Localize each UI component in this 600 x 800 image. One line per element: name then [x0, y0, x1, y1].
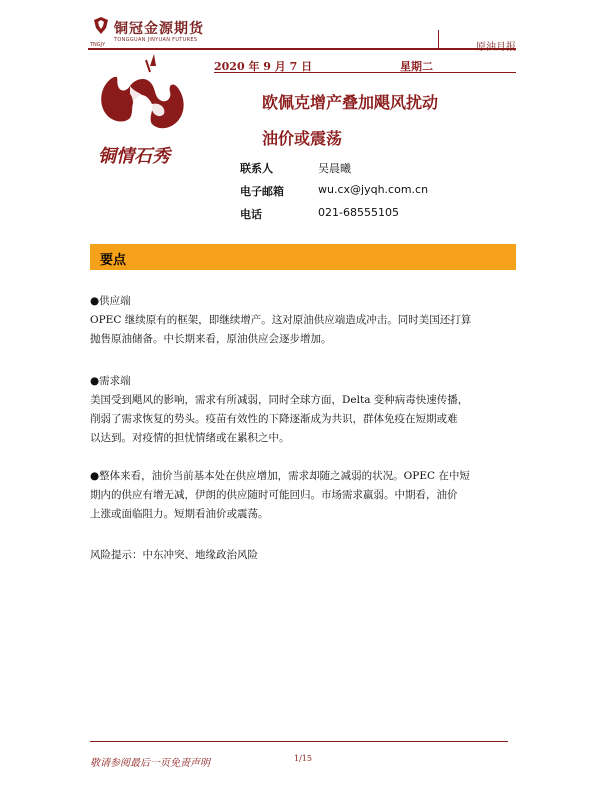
contact-phone-value: 021-68555105	[318, 206, 399, 219]
footer-disclaimer[interactable]: 敬请参阅最后一页免责声明	[90, 758, 210, 769]
footer-rule	[90, 741, 508, 742]
supply-text-line2: 抛售原油储备。中长期来看，原油供应会逐步增加。	[90, 333, 332, 345]
overall-section	[90, 467, 518, 524]
contact-email-value[interactable]: wu.cx@jyqh.com.cn	[318, 183, 429, 196]
key-points-title: 要点	[100, 253, 127, 268]
demand-text-line3: 以达到。对疫情的担忧情绪或在累积之中。	[90, 432, 290, 444]
demand-text-line1: 美国受到飓风的影响，需求有所减弱，同时全球方面，Delta 变种病毒快速传播，	[90, 394, 469, 406]
report-type: 原油月报	[476, 42, 516, 53]
key-points-bar	[90, 244, 516, 270]
overall-text-line1: ●整体来看，油价当前基本处在供应增加，需求却随之减弱的状况。OPEC 在中短	[90, 470, 470, 482]
contact-email-label: 电子邮箱	[240, 185, 284, 198]
company-logo	[90, 16, 220, 50]
date-rule	[214, 72, 516, 73]
emblem-calligraphy: 铜情石秀	[98, 146, 170, 167]
company-name: 铜冠金源期货	[114, 21, 204, 37]
company-logo-icon	[90, 16, 112, 42]
demand-heading: ●需求端	[90, 375, 131, 387]
company-abbr: TNGJY	[90, 42, 106, 48]
supply-heading: ●供应端	[90, 295, 131, 307]
page-number: 1/15	[294, 754, 312, 763]
demand-text-line2: 削弱了需求恢复的势头。疫苗有效性的下降逐渐成为共识，群体免疫在短期或难	[90, 413, 458, 425]
demand-section	[90, 372, 518, 448]
contact-person-label: 联系人	[240, 162, 273, 175]
report-weekday: 星期二	[400, 60, 433, 73]
overall-text-line2: 期内的供应有增无减，伊朗的供应随时可能回归。市场需求羸弱。中期看，油价	[90, 489, 458, 501]
report-title-line2: 油价或震荡	[262, 129, 343, 148]
supply-section	[90, 292, 518, 349]
overall-text-line3: 上涨或面临阻力。短期看油价或震荡。	[90, 508, 269, 520]
contact-phone-label: 电话	[240, 208, 262, 221]
header-divider	[438, 30, 439, 48]
risk-note	[90, 546, 518, 565]
company-name-en: TONGGUAN JINYUAN FUTURES	[114, 37, 198, 43]
risk-text: 风险提示：中东冲突、地缘政治风险	[90, 549, 258, 561]
report-title-line1: 欧佩克增产叠加飓风扰动	[262, 93, 439, 112]
brand-emblem	[90, 52, 200, 170]
supply-text-line1: OPEC 继续原有的框架，即继续增产。这对原油供应端造成冲击。同时美国还打算	[90, 314, 472, 326]
contact-person-value: 吴晨曦	[318, 162, 351, 175]
header-rule	[88, 48, 516, 50]
report-date: 2020 年 9 月 7 日	[214, 60, 313, 73]
